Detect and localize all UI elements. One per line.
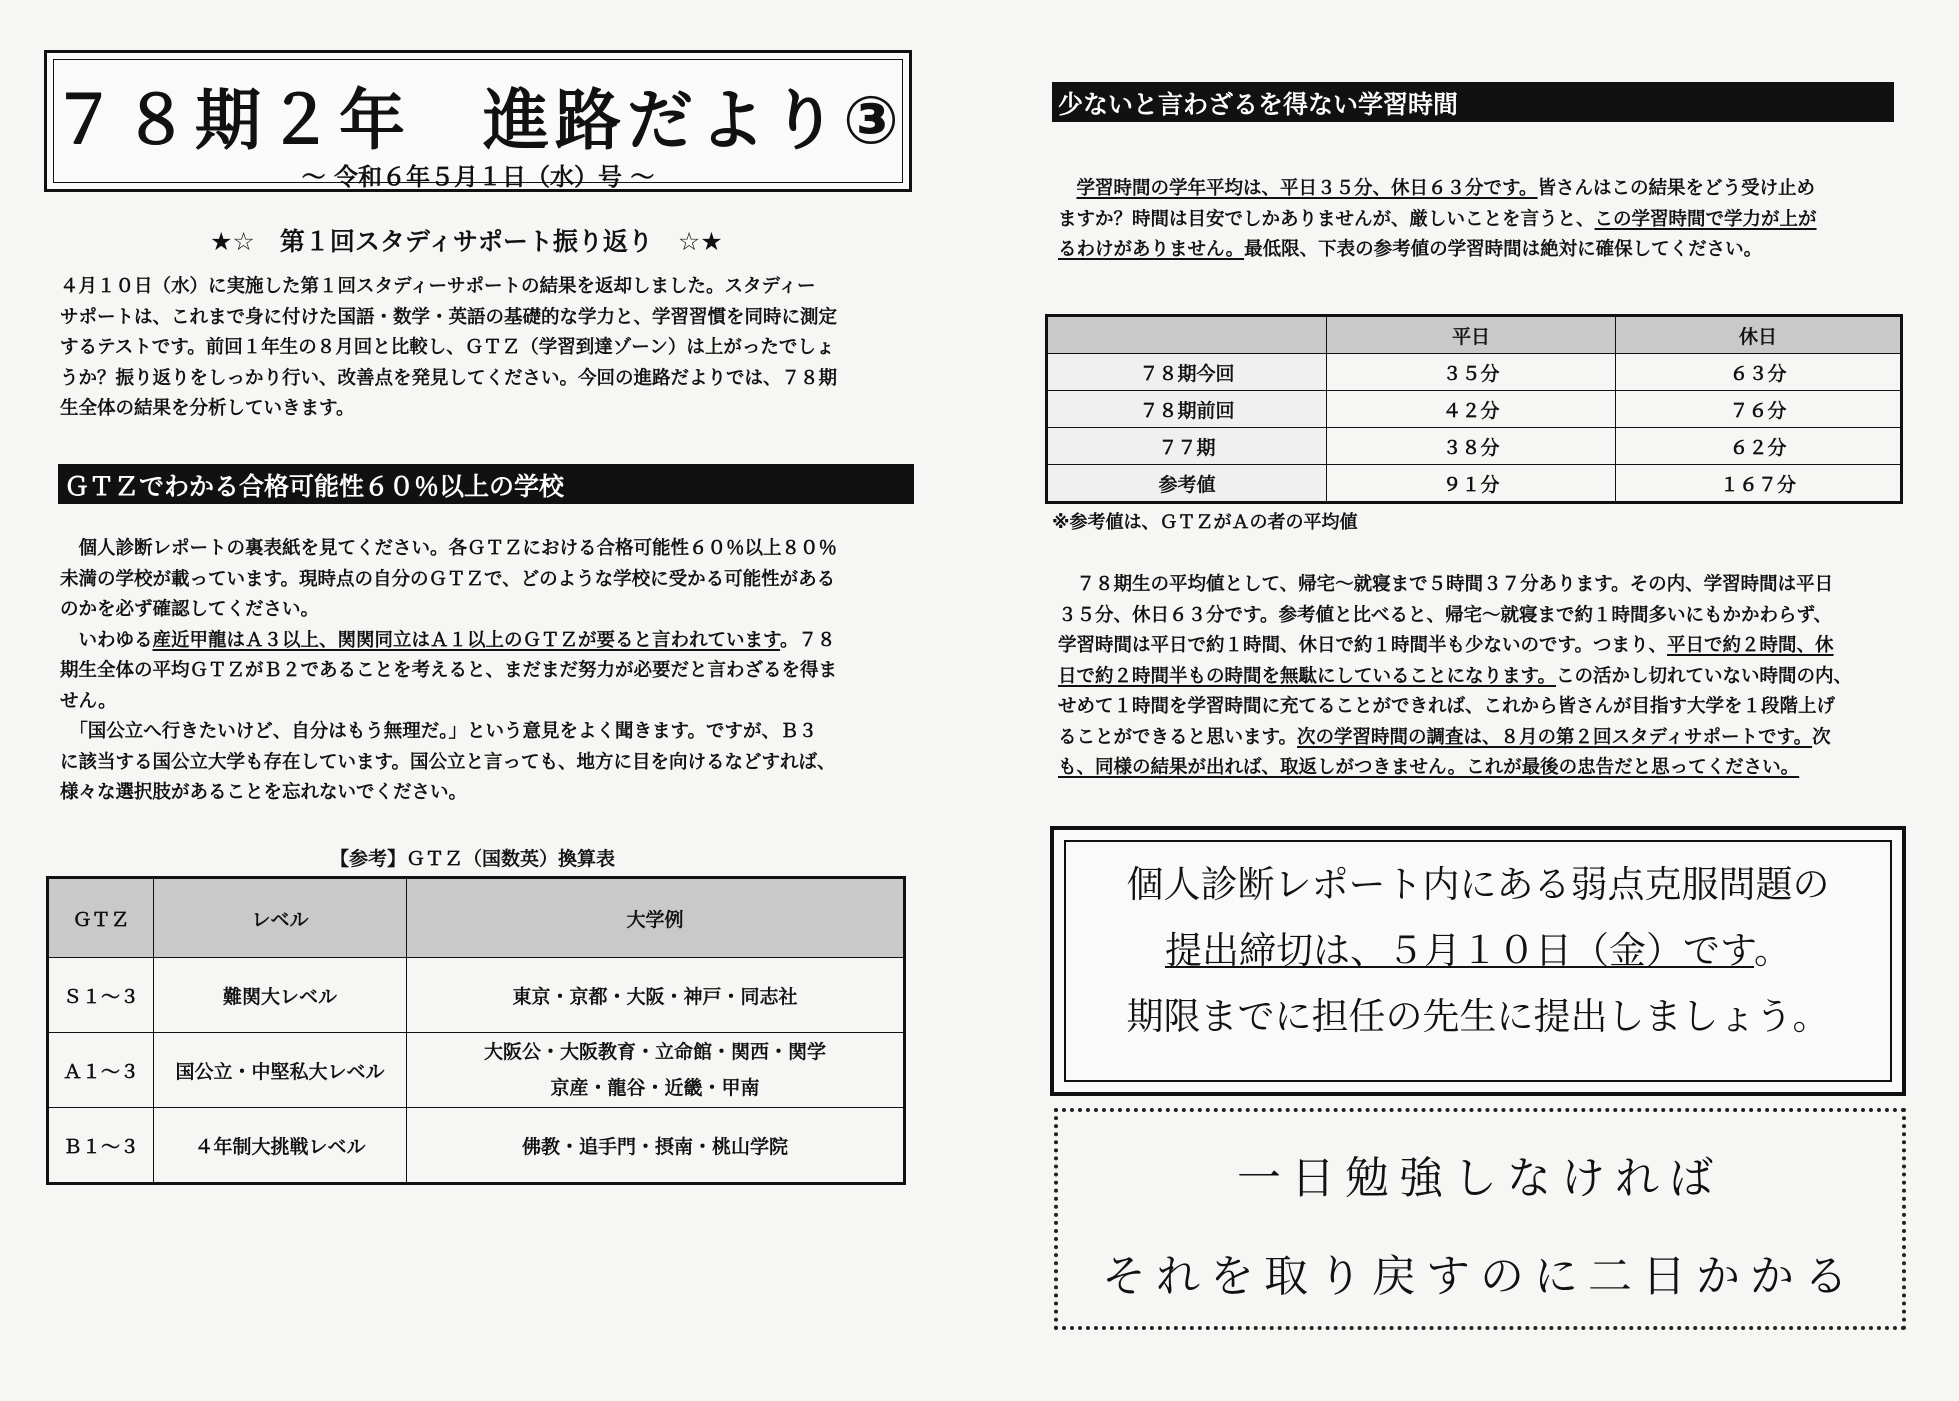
table-cell-weekday: ３５分 xyxy=(1327,354,1616,391)
motto-box xyxy=(1054,1108,1906,1330)
table-cell-gtz: Ａ１～３ xyxy=(48,1033,154,1108)
newsletter-title: ７８期２年 進路だより③ xyxy=(51,82,905,159)
submission-notice-box xyxy=(1050,826,1906,1096)
table-header-cell xyxy=(1047,316,1327,354)
table-cell-gtz: Ｓ１～３ xyxy=(48,958,154,1033)
table-row-label: 参考値 xyxy=(1047,465,1327,503)
table-header-cell: 休日 xyxy=(1616,316,1902,354)
underlined-text: 次の学習時間の調査は、８月の第２回スタディサポートです。 xyxy=(1297,726,1813,748)
underlined-text: 日で約２時間半もの時間を無駄にしていることになります。 xyxy=(1058,665,1557,687)
paragraph-line: 様々な選択肢があることを忘れないでください。 xyxy=(60,782,468,803)
table-header-cell: 平日 xyxy=(1327,316,1616,354)
paragraph-line: ７８期生の平均値として、帰宅～就寝まで５時間３７分あります。その内、学習時間は平日 xyxy=(1076,574,1834,595)
table-row xyxy=(48,958,905,1033)
table-cell-examples: 東京・京都・大阪・神戸・同志社 xyxy=(407,958,905,1033)
paragraph-line: 個人診断レポートの裏表紙を見てください。各ＧＴＺにおける合格可能性６０％以上８０％ xyxy=(60,538,838,559)
motto-line: それを取り戻すのに二日かかる xyxy=(1102,1251,1858,1302)
paragraph-line: のかを必ず確認してください。 xyxy=(60,599,320,620)
section-study-support-body xyxy=(60,272,920,425)
paragraph-line: うか？振り返りをしっかり行い、改善点を発見してください。今回の進路だよりでは、７８期 xyxy=(60,367,838,389)
paragraph-line: ３５分、休日６３分です。参考値と比べると、帰宅～就寝まで約１時間多いにもかかわらず、 xyxy=(1058,604,1833,626)
submission-notice-text xyxy=(1064,840,1892,1082)
table-row xyxy=(48,1033,905,1108)
newsletter-date: ～ 令和６年５月１日（水）号 ～ xyxy=(301,163,655,191)
table-cell-holiday: ７６分 xyxy=(1616,391,1902,428)
notice-line: 期限までに担任の先生に提出しましょう。 xyxy=(1126,996,1830,1037)
underlined-text: るわけがありません。 xyxy=(1058,239,1245,260)
underlined-text: 学習時間の学年平均は、平日３５分、休日６３分です。 xyxy=(1076,178,1538,199)
paragraph-line xyxy=(1058,753,1918,784)
underlined-text: も、同様の結果が出れば、取返しがつきません。これが最後の忠告だと思ってください。 xyxy=(1058,757,1800,778)
paragraph-line: せめて１時間を学習時間に充てることができれば、これから皆さんが目指す大学を１段階上げ xyxy=(1058,696,1836,717)
example-line: 大阪公・大阪教育・立命館・関西・関学 xyxy=(483,1041,826,1063)
table-header-cell: ＧＴＺ xyxy=(48,878,154,958)
paragraph-line: 学習時間の学年平均は、平日３５分、休日６３分です。皆さんはこの結果をどう受け止め xyxy=(1076,178,1816,199)
table-cell-holiday: １６７分 xyxy=(1616,465,1902,503)
table-header-row xyxy=(1047,316,1902,354)
table-header-cell: レベル xyxy=(154,878,407,958)
table-cell-gtz: Ｂ１～３ xyxy=(48,1108,154,1184)
table-header-cell: 大学例 xyxy=(407,878,905,958)
underlined-text: この学習時間で学力が上が xyxy=(1594,208,1817,230)
study-time-table-note: ※参考値は、ＧＴＺがＡの者の平均値 xyxy=(1052,512,1358,533)
section-analysis-body xyxy=(1058,570,1918,784)
table-header-row xyxy=(48,878,905,958)
section-study-time-heading: 少ないと言わざるを得ない学習時間 xyxy=(1052,82,1894,122)
paragraph-line: 日で約２時間半もの時間を無駄にしていることになります。この活かし切れていない時間の内、 xyxy=(1058,665,1853,687)
table-cell-weekday: ４２分 xyxy=(1327,391,1616,428)
notice-deadline: 提出締切は、５月１０日（金）です xyxy=(1164,930,1755,971)
notice-line: 個人診断レポート内にある弱点克服問題の xyxy=(1126,864,1830,905)
table-cell-level: 難関大レベル xyxy=(154,958,407,1033)
paragraph-line: せん。 xyxy=(60,690,117,712)
paragraph-line: ることができると思います。次の学習時間の調査は、８月の第２回スタディサポートです。次 xyxy=(1058,726,1831,748)
paragraph-line: いわゆる産近甲龍はＡ３以上、関関同立はＡ１以上のＧＴＺが要ると言われています。７８ xyxy=(60,629,836,651)
table-row xyxy=(1047,428,1902,465)
example-line: 京産・龍谷・近畿・甲南 xyxy=(550,1077,760,1099)
paragraph-line: サポートは、これまで身に付けた国語・数学・英語の基礎的な学力と、学習習慣を同時に測定 xyxy=(60,306,838,328)
section-study-support-title: ★☆ 第１回スタディサポート振り返り ☆★ xyxy=(210,227,723,256)
table-cell-level: 国公立・中堅私大レベル xyxy=(154,1033,407,1108)
gtz-table-caption: 【参考】ＧＴＺ（国数英）換算表 xyxy=(330,848,616,870)
table-cell-weekday: ３８分 xyxy=(1327,428,1616,465)
paragraph-line: 「国公立へ行きたいけど、自分はもう無理だ。」という意見をよく聞きます。ですが、Ｂ３ xyxy=(60,721,818,742)
notice-line: 提出締切は、５月１０日（金）です。 xyxy=(1164,930,1792,971)
table-row xyxy=(1047,354,1902,391)
table-row xyxy=(1047,391,1902,428)
study-time-table xyxy=(1045,314,1903,504)
paragraph-line: ますか？時間は目安でしかありませんが、厳しいことを言うと、この学習時間で学力が上が xyxy=(1058,208,1817,230)
paragraph-line: に該当する国公立大学も存在しています。国公立と言っても、地方に目を向けるなどすれば、 xyxy=(60,751,836,773)
table-row xyxy=(48,1108,905,1184)
table-cell-examples xyxy=(407,1033,905,1108)
paragraph-line: 未満の学校が載っています。現時点の自分のＧＴＺで、どのような学校に受かる可能性がある xyxy=(60,568,836,590)
underlined-text: 産近甲龍はＡ３以上、関関同立はＡ１以上のＧＴＺが要ると言われています xyxy=(152,629,781,651)
table-cell-weekday: ９１分 xyxy=(1327,465,1616,503)
section-gtz-body xyxy=(60,534,920,809)
section-gtz-heading: ＧＴＺでわかる合格可能性６０％以上の学校 xyxy=(58,464,914,504)
table-cell-level: ４年制大挑戦レベル xyxy=(154,1108,407,1184)
table-cell-holiday: ６２分 xyxy=(1616,428,1902,465)
table-row-label: ７８期前回 xyxy=(1047,391,1327,428)
paragraph-line: るわけがありません。最低限、下表の参考値の学習時間は絶対に確保してください。 xyxy=(1058,239,1763,260)
paragraph-line: するテストです。前回１年生の８月回と比較し、ＧＴＺ（学習到達ゾーン）は上がったでしょ xyxy=(60,337,835,358)
paragraph-line: 期生全体の平均ＧＴＺがＢ２であることを考えると、まだまだ努力が必要だと言わざるを得ま xyxy=(60,660,838,681)
newsletter-title-box xyxy=(44,50,912,192)
gtz-conversion-table xyxy=(46,876,906,1185)
paragraph-line: ４月１０日（水）に実施した第１回スタディーサポートの結果を返却しました。スタディー xyxy=(60,276,816,297)
table-row-label: ７７期 xyxy=(1047,428,1327,465)
paragraph-line: 生全体の結果を分析していきます。 xyxy=(60,398,355,419)
table-row-label: ７８期今回 xyxy=(1047,354,1327,391)
section-study-time-body xyxy=(1058,174,1918,266)
table-cell-holiday: ６３分 xyxy=(1616,354,1902,391)
underlined-text: 平日で約２時間、休 xyxy=(1667,635,1834,656)
paragraph-line: 学習時間は平日で約１時間、休日で約１時間半も少ないのです。つまり、平日で約２時間、休 xyxy=(1058,635,1834,656)
table-cell-examples: 佛教・追手門・摂南・桃山学院 xyxy=(407,1108,905,1184)
motto-line: 一日勉強しなければ xyxy=(1237,1153,1723,1204)
table-row xyxy=(1047,465,1902,503)
